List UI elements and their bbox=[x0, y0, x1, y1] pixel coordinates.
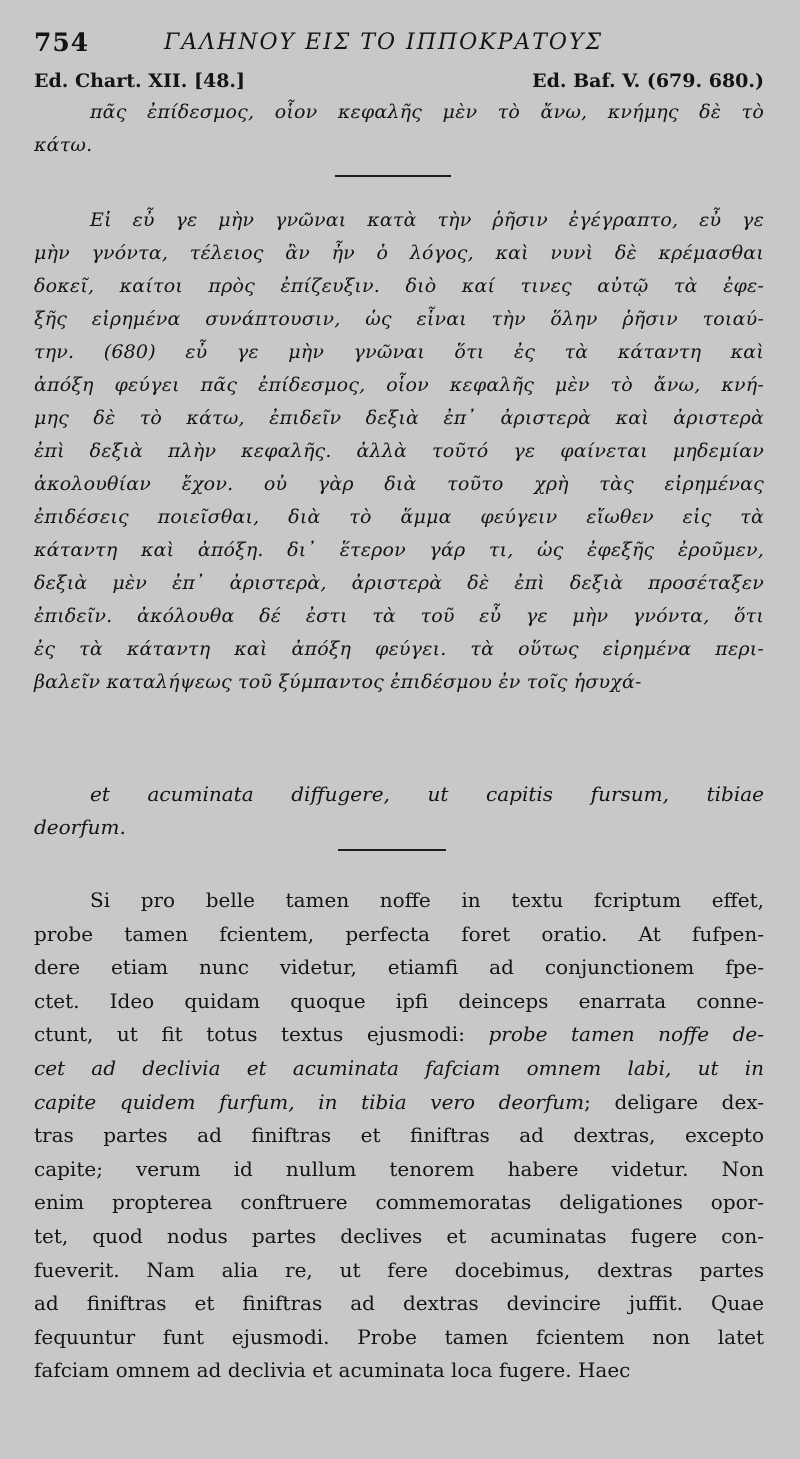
section-divider-top bbox=[335, 175, 451, 177]
edition-reference-right: Ed. Baf. V. (679. 680.) bbox=[532, 70, 764, 92]
text-run: dere etiam nunc videtur, etiamfi ad conjunctionem fpe- bbox=[34, 955, 764, 980]
greek-commentary-line: ἀκολουθίαν ἔχον. οὐ γὰρ διὰ τοῦτο χρὴ τὰς εἰρημένας bbox=[34, 473, 764, 495]
text-run: tet, quod nodus partes declives et acuminatas fugere con- bbox=[34, 1223, 764, 1248]
text-run: capite; verum id nullum tenorem habere videtur. Non bbox=[34, 1156, 764, 1181]
latin-commentary bbox=[34, 884, 764, 1388]
text-run: enim propterea conftruere commemoratas deligationes opor- bbox=[34, 1190, 764, 1215]
latin-commentary-line bbox=[34, 884, 764, 918]
latin-commentary-line bbox=[34, 1153, 764, 1187]
greek-commentary-line: την. (680) εὖ γε μὴν γνῶναι ὅτι ἐς τὰ κάταντη καὶ bbox=[34, 341, 764, 363]
greek-commentary-line: μὴν γνόντα, τέλειος ἂν ἦν ὁ λόγος, καὶ νυνὶ δὲ κρέμασθαι bbox=[34, 242, 764, 264]
greek-commentary-line: Εἰ εὖ γε μὴν γνῶναι κατὰ τὴν ῥῆσιν ἐγέγραπτο, εὖ γε bbox=[90, 209, 764, 231]
latin-commentary-line bbox=[34, 1018, 764, 1052]
latin-commentary-line bbox=[34, 1086, 764, 1120]
greek-lemma-line: κάτω. bbox=[34, 134, 93, 156]
greek-lemma-line: πᾶς ἐπίδεσμος, οἷον κεφαλῆς μὲν τὸ ἄνω, κνήμης δὲ τὸ bbox=[90, 101, 764, 123]
greek-commentary-line: ἀπόξη φεύγει πᾶς ἐπίδεσμος, οἷον κεφαλῆς μὲν τὸ ἄνω, κνή- bbox=[34, 374, 764, 396]
latin-commentary-line bbox=[34, 1354, 764, 1388]
text-run: ad finiftras et finiftras ad dextras devincire juffit. Quae bbox=[34, 1291, 764, 1316]
latin-commentary-line bbox=[34, 1052, 764, 1086]
text-run: fafciam omnem ad declivia et acuminata loca fugere. Haec bbox=[34, 1358, 631, 1383]
latin-lemma-line: et acuminata diffugere, ut capitis fursum, tibiae bbox=[90, 782, 764, 806]
latin-commentary-line bbox=[34, 1254, 764, 1288]
running-title: ΓΑΛΗΝΟΥ ΕΙΣ ΤΟ ΙΠΠΟΚΡΑΤΟΥΣ bbox=[164, 30, 604, 55]
latin-commentary-line bbox=[34, 1321, 764, 1355]
greek-commentary-line: μης δὲ τὸ κάτω, ἐπιδεῖν δεξιὰ ἐπ᾽ ἀριστερὰ καὶ ἀριστερὰ bbox=[34, 407, 764, 429]
greek-commentary-line: ξῆς εἰρημένα συνάπτουσιν, ὡς εἶναι τὴν ὅλην ῥῆσιν τοιαύ- bbox=[34, 308, 764, 330]
latin-commentary-line bbox=[34, 1119, 764, 1153]
latin-commentary-line bbox=[34, 1220, 764, 1254]
italic-text-run: capite quidem furfum, in tibia vero deorfum bbox=[34, 1089, 585, 1114]
text-run: ; deligare dex- bbox=[584, 1089, 764, 1114]
greek-lemma bbox=[34, 96, 764, 162]
latin-commentary-line bbox=[34, 1186, 764, 1220]
edition-reference-left: Ed. Chart. XII. [48.] bbox=[34, 70, 246, 92]
latin-commentary-line bbox=[34, 918, 764, 952]
text-run: fequuntur funt ejusmodi. Probe tamen fcientem non latet bbox=[34, 1324, 764, 1349]
italic-text-run: cet ad declivia et acuminata fafciam omnem labi, ut in bbox=[34, 1055, 764, 1080]
page-header bbox=[34, 28, 774, 68]
text-run: fueverit. Nam alia re, ut fere docebimus, dextras partes bbox=[34, 1257, 764, 1282]
greek-commentary bbox=[34, 204, 764, 699]
greek-commentary-line: ἐπιδεῖν. ἀκόλουθα δέ ἐστι τὰ τοῦ εὖ γε μὴν γνόντα, ὅτι bbox=[34, 605, 764, 627]
greek-commentary-line: ἐς τὰ κάταντη καὶ ἀπόξη φεύγει. τὰ οὕτως εἰρημένα περι- bbox=[34, 638, 764, 660]
greek-commentary-line: ἐπὶ δεξιὰ πλὴν κεφαλῆς. ἀλλὰ τοῦτό γε φαίνεται μηδεμίαν bbox=[34, 440, 764, 462]
text-run: tras partes ad finiftras et finiftras ad dextras, excepto bbox=[34, 1123, 764, 1148]
text-run: probe tamen fcientem, perfecta foret oratio. At fufpen- bbox=[34, 921, 764, 946]
latin-commentary-line bbox=[34, 951, 764, 985]
greek-commentary-line: ἐπιδέσεις ποιεῖσθαι, διὰ τὸ ἅμμα φεύγειν εἴωθεν εἰς τὰ bbox=[34, 506, 764, 528]
text-run: Si pro belle tamen noffe in textu fcriptum effet, bbox=[90, 888, 764, 912]
latin-commentary-line bbox=[34, 985, 764, 1019]
latin-commentary-line bbox=[34, 1287, 764, 1321]
greek-commentary-line: βαλεῖν καταλήψεως τοῦ ξύμπαντος ἐπιδέσμου ἐν τοῖς ἡσυχά- bbox=[34, 671, 642, 693]
section-divider-bottom bbox=[338, 849, 446, 851]
latin-lemma-line: deorfum. bbox=[34, 815, 126, 839]
greek-commentary-line: δοκεῖ, καίτοι πρὸς ἐπίζευξιν. διὸ καί τινες αὐτῷ τὰ ἐφε- bbox=[34, 275, 764, 297]
greek-commentary-line: δεξιὰ μὲν ἐπ᾽ ἀριστερὰ, ἀριστερὰ δὲ ἐπὶ δεξιὰ προσέταξεν bbox=[34, 572, 764, 594]
page-number: 754 bbox=[34, 28, 90, 57]
italic-text-run: probe tamen noffe de- bbox=[488, 1022, 764, 1047]
text-run: ctet. Ideo quidam quoque ipfi deinceps enarrata conne- bbox=[34, 988, 764, 1013]
latin-lemma bbox=[34, 778, 764, 844]
text-run: ctunt, ut fit totus textus ejusmodi: bbox=[34, 1022, 489, 1047]
greek-commentary-line: κάταντη καὶ ἀπόξη. δι᾽ ἕτερον γάρ τι, ὡς ἐφεξῆς ἐροῦμεν, bbox=[34, 539, 764, 561]
